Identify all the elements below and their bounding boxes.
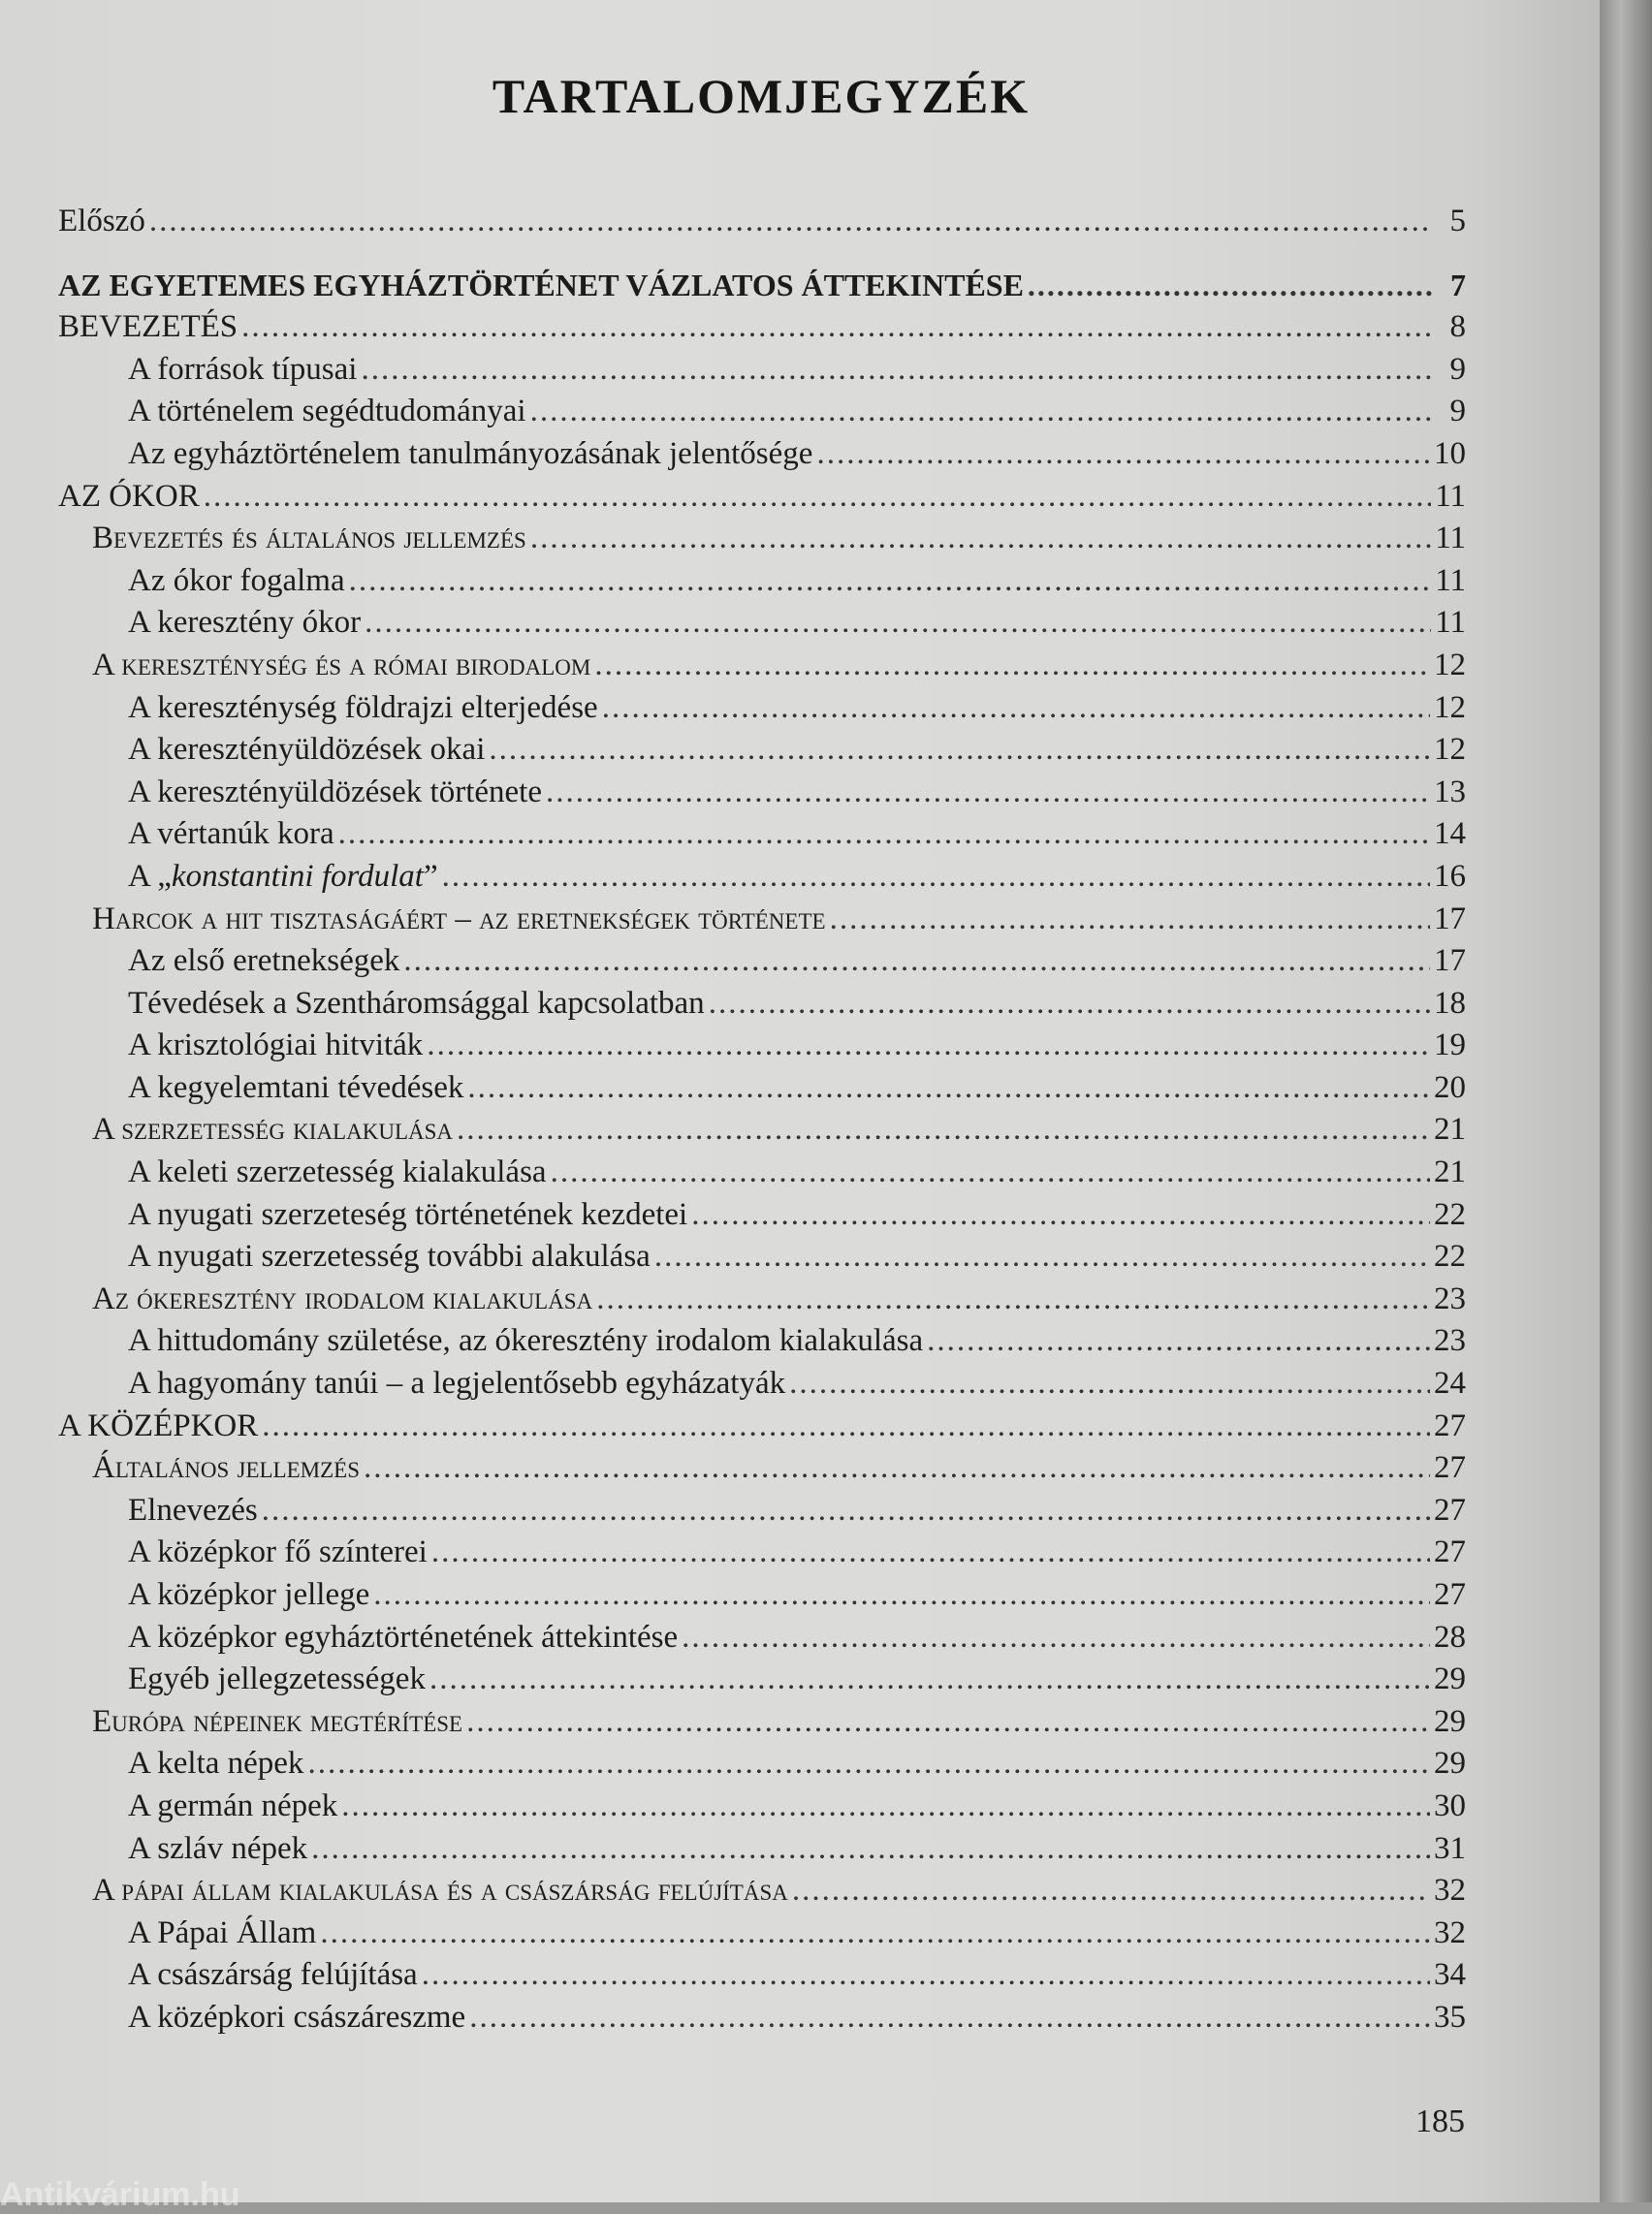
toc-entry: Az ókor fogalma ..... 11	[58, 560, 1466, 603]
toc-entry: Egyéb jellegzetességek ..... 29	[58, 1659, 1466, 1701]
toc-entry: A krisztológiai hitviták ..... 19	[58, 1025, 1466, 1067]
toc-entry: A Pápai Állam ..... 32	[58, 1913, 1466, 1955]
toc-entry: Általános jellemzés ..... 27	[58, 1447, 1466, 1490]
toc-entry: A középkor fő színterei ..... 27	[58, 1532, 1466, 1574]
toc-entry: A szláv népek ..... 31	[58, 1828, 1466, 1871]
toc-entry: A keresztény ókor ..... 11	[58, 602, 1466, 645]
toc-entry: A szerzetesség kialakulása ..... 21	[58, 1109, 1466, 1152]
toc-entry: Bevezetés és általános jellemzés ..... 11	[58, 518, 1466, 560]
toc-entry: A hittudomány születése, az ókeresztény irodalom kialakulása ..... 23	[58, 1320, 1466, 1363]
toc-entry: Az egyháztörténelem tanulmányozásának jelentősége ..... 10	[58, 433, 1466, 476]
toc-entry: A nyugati szerzetesség további alakulása ..... 22	[58, 1236, 1466, 1279]
toc-entry: A kelta népek ..... 29	[58, 1743, 1466, 1786]
toc-entry: A középkor egyháztörténetének áttekintése ..... 28	[58, 1617, 1466, 1660]
page-title: TARTALOMJEGYZÉK	[492, 69, 1031, 123]
toc-entry: A történelem segédtudományai ..... 9	[58, 391, 1466, 433]
toc-entry: Az ókeresztény irodalom kialakulása ..... 23	[58, 1279, 1466, 1321]
toc-entry: Tévedések a Szentháromsággal kapcsolatban ..... 18	[58, 983, 1466, 1026]
toc-entry: A hagyomány tanúi – a legjelentősebb egyházatyák ..... 24	[58, 1363, 1466, 1406]
toc-entry: A kegyelemtani tévedések ..... 20	[58, 1067, 1466, 1110]
toc-entry: BEVEZETÉS ..... 8	[58, 306, 1466, 349]
toc-entry: AZ EGYETEMES EGYHÁZTÖRTÉNET VÁZLATOS ÁTTEKINTÉSE ..... 7	[58, 265, 1466, 307]
toc-entry: A források típusai ..... 9	[58, 349, 1466, 392]
toc-entry: A „konstantini fordulat” ..... 16	[58, 856, 1466, 899]
toc-entry: Harcok a hit tisztaságáért – az eretnekségek története ..... 17	[58, 899, 1466, 941]
toc-entry: Előszó ..... 5	[58, 201, 1466, 243]
toc-entry: A császárság felújítása ..... 34	[58, 1954, 1466, 1997]
toc-entry: A vértanúk kora ..... 14	[58, 813, 1466, 856]
page-number: 185	[1415, 2103, 1465, 2139]
table-of-contents	[58, 201, 1466, 2040]
toc-entry: A kereszténység és a római birodalom ..... 12	[58, 645, 1466, 687]
book-spine-shadow	[1600, 0, 1652, 2202]
toc-entry: AZ ÓKOR ..... 11	[58, 476, 1466, 519]
toc-entry: A germán népek ..... 30	[58, 1786, 1466, 1828]
toc-entry: Európa népeinek megtérítése ..... 29	[58, 1701, 1466, 1744]
toc-entry: A középkori császáreszme ..... 35	[58, 1997, 1466, 2040]
toc-entry: A pápai állam kialakulása és a császárság felújítása ..... 32	[58, 1870, 1466, 1913]
toc-entry: A nyugati szerzeteség történetének kezdetei ..... 22	[58, 1194, 1466, 1237]
toc-entry: A keresztényüldözések története ..... 13	[58, 772, 1466, 814]
toc-entry: A keleti szerzetesség kialakulása ..... 21	[58, 1152, 1466, 1194]
toc-entry: A keresztényüldözések okai ..... 12	[58, 729, 1466, 772]
toc-entry: A középkor jellege ..... 27	[58, 1574, 1466, 1617]
watermark: Antikvárium.hu	[0, 2176, 240, 2213]
toc-entry: A KÖZÉPKOR ..... 27	[58, 1406, 1466, 1448]
toc-entry: Az első eretnekségek ..... 17	[58, 940, 1466, 983]
toc-entry: A kereszténység földrajzi elterjedése ..... 12	[58, 687, 1466, 730]
toc-entry: Elnevezés ..... 27	[58, 1490, 1466, 1533]
